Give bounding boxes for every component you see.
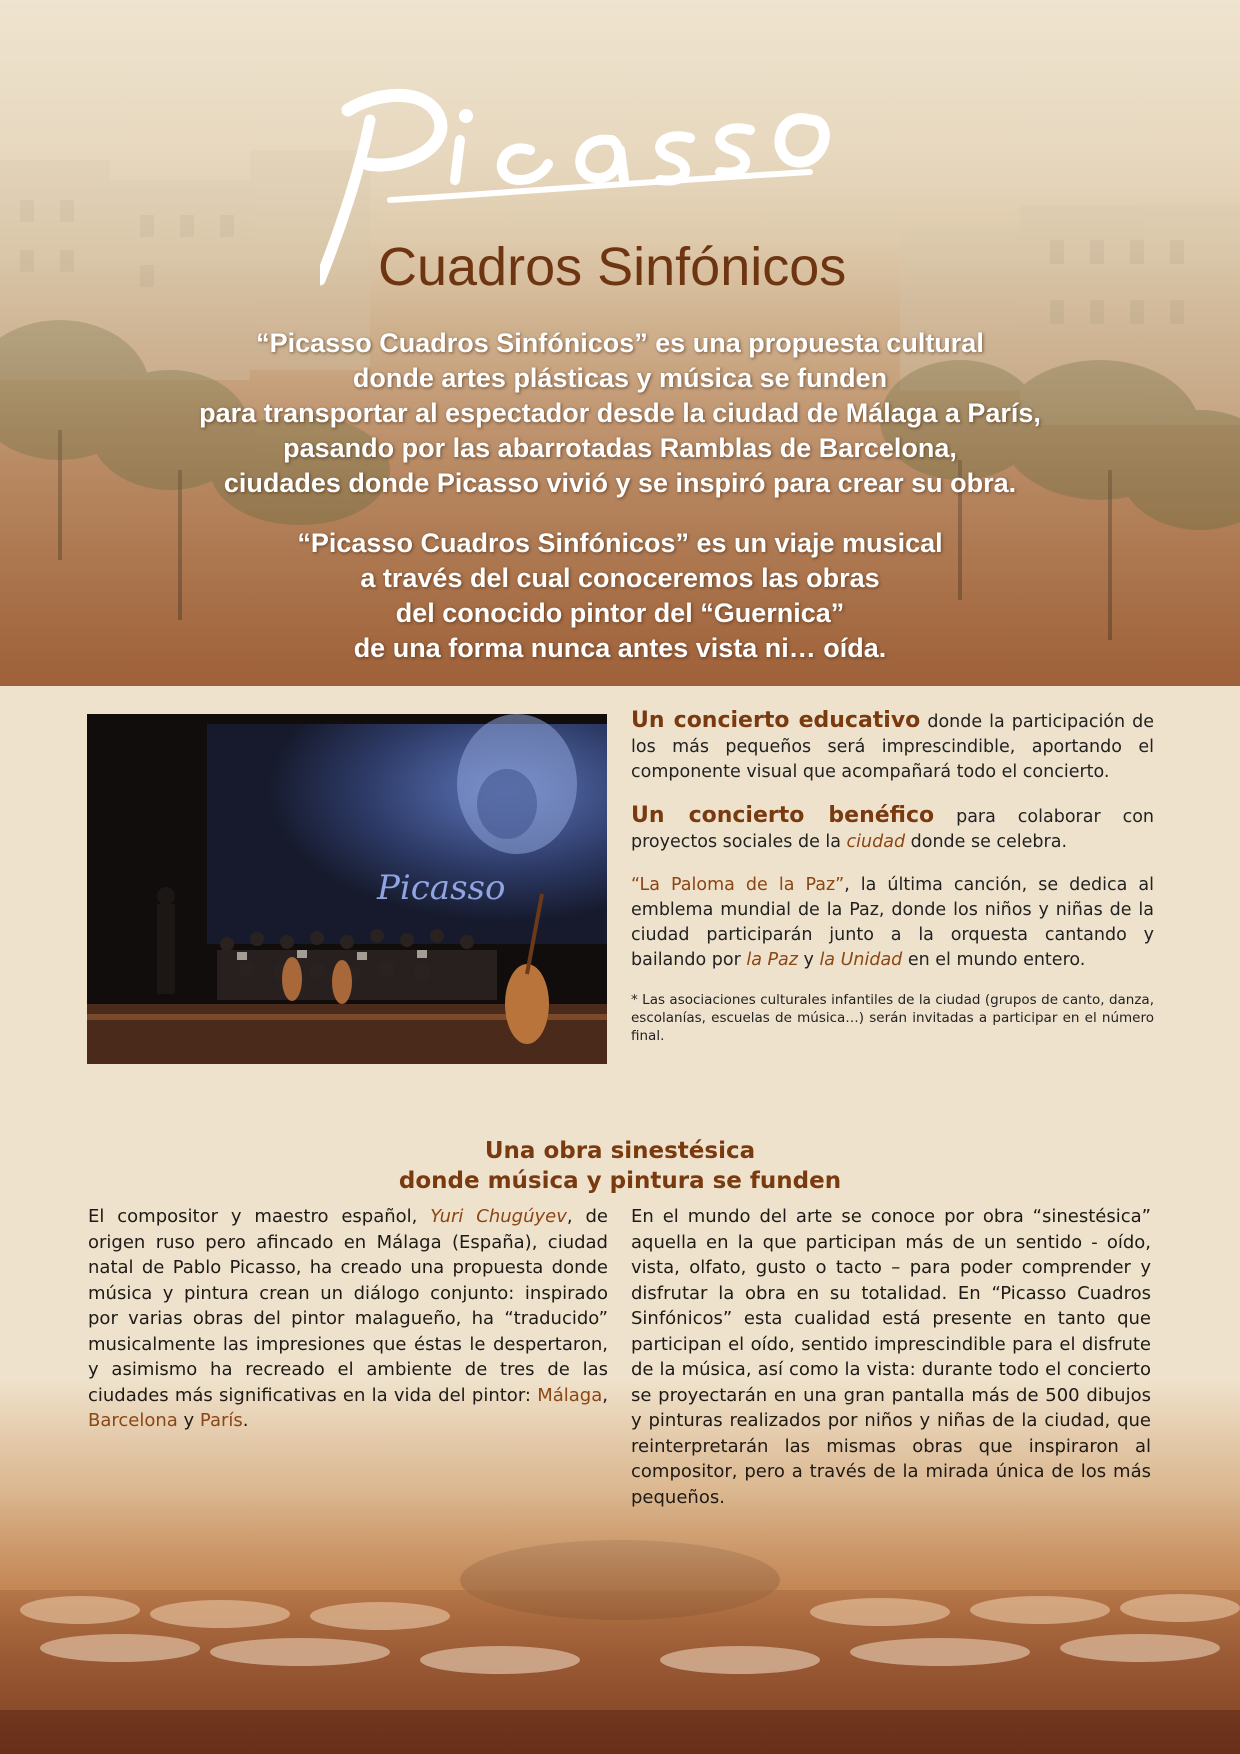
city-barcelona: Barcelona [88, 1410, 178, 1431]
double-bass [505, 964, 549, 1044]
orchestra-stage-image [87, 714, 607, 1064]
benefico-paragraph: Un concierto benéfico para colaborar con proyectos sociales de la ciudad donde se celebra. [631, 803, 1155, 852]
educativo-paragraph: Un concierto educativo donde la participación de los más pequeños será imprescindible, aportando el componente visual que acompañará todo el concierto. [631, 708, 1154, 782]
city-malaga: Málaga [537, 1384, 603, 1406]
synesthesia-column: En el mundo del arte se conoce por obra “sinestésica” aquella en la que participan más de un sentido - oído, vista, olfato, gusto o tacto – para poder comprender y disfrutar la obra en su totalidad. En “Picasso Cuadros Sinfónicos” esta cualidad está presente en tanto que participan el oído, sentido imprescindible para el disfrute de la música, así como la vista: durante todo el concierto se proyectarán en una gran pantalla más de 500 dibujos y pinturas realizados por niños y niñas de la ciudad, que reinterpretarán las mismas obras que inspiraron al compositor, pero a través de la mirada única de los más pequeños. [631, 1206, 1151, 1508]
paloma-title: “La Paloma de la Paz” [631, 875, 845, 895]
composer-name: Yuri Chugúyev [430, 1206, 567, 1227]
footnote: * Las asociaciones culturales infantiles de la ciudad (grupos de canto, danza, escolanías, escuelas de música…) serán invitadas a participar en el número final. [631, 992, 1154, 1044]
logo-subtitle: Cuadros Sinfónicos [378, 237, 847, 297]
composer-column: El compositor y maestro español, Yuri Chugúyev, de origen ruso pero afincado en Málaga (España), ciudad natal de Pablo Picasso, ha creado una propuesta donde música y pintura crean un diálogo conjunto: inspirado por varias obras del pintor malagueño, ha “traducido” musicalmente las impresiones que éstas le despertaron, y asimismo ha recreado el ambiente de tres de las ciudades más significativas en la vida del pintor: Málaga, Barcelona y París. [88, 1206, 608, 1431]
educativo-lead: Un concierto educativo [631, 708, 921, 733]
concert-photo [87, 714, 607, 1064]
section-heading: Una obra sinestésica donde música y pintura se funden [398, 1138, 842, 1194]
city-paris: París [199, 1410, 243, 1431]
paloma-paragraph: “La Paloma de la Paz”, la última canción, se dedica al emblema mundial de la Paz, donde los niños y niñas de la ciudad participarán junto a la orquesta cantando y bailando por la Paz y la Unidad en el mundo entero. [631, 875, 1154, 970]
concert-description [631, 708, 1154, 1059]
hero-banner [0, 0, 1240, 686]
intro-paragraph-1: “Picasso Cuadros Sinfónicos” es una propuesta cultural donde artes plásticas y música se funden para transportar al espectador desde la ciudad de Málaga a París, pasando por las abarrotadas Ramblas de Barcelona, ciudades donde Picasso vivió y se inspiró para crear su obra. [199, 328, 1041, 498]
intro-paragraph-2: “Picasso Cuadros Sinfónicos” es un viaje musical a través del cual conoceremos las obras del conocido pintor del “Guernica” de una forma nunca antes vista ni… oída. [297, 528, 943, 663]
screen-picasso-text: Picasso [377, 868, 506, 908]
benefico-lead: Un concierto benéfico [631, 803, 935, 828]
